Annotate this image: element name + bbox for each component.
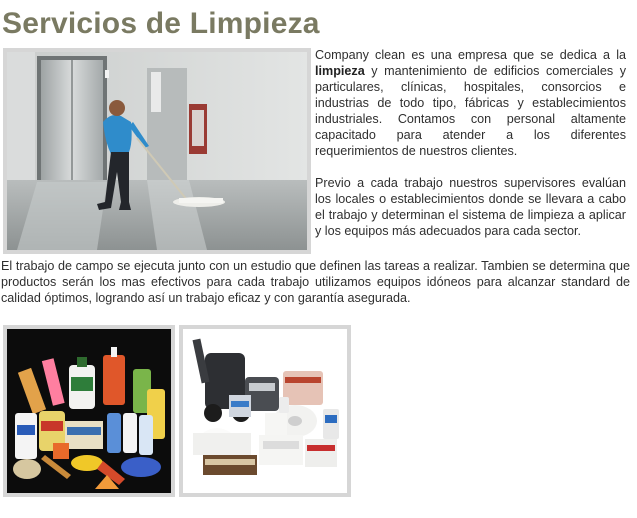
intro-text-after: y mantenimiento de edificios comerciales y particulares, clínicas, hospitales, consorcios e industrias de todo tipo, fábricas y establecimientos industriales. Contamos con personal altamente capacitado para atender a los diferentes requerimientos de nuestros clientes. (315, 64, 627, 158)
intro-text-before: Company clean es una empresa que se dedica a la (315, 48, 626, 62)
page-title: Servicios de Limpieza (2, 7, 320, 40)
cleaning-equipment-photo (179, 325, 351, 497)
fieldwork-paragraph: El trabajo de campo se ejecuta junto con un estudio que definen las tareas a realizar. Tambien se determina que productos serán los mas efectivos para cada trabajo utilizamos equipos idóneos para alcanzar standard de calidad óptimos, logrando así un trabajo eficaz y con garantía asegurada. (1, 259, 630, 305)
intro-bold-word: limpieza (315, 64, 365, 78)
cleaning-worker-photo (3, 48, 311, 254)
intro-paragraph (315, 47, 626, 159)
cleaning-products-photo (3, 325, 175, 497)
inspection-paragraph: Previo a cada trabajo nuestros supervisores evalúan los locales o establecimientos donde se llevara a cabo el trabajo y determinan el sistema de limpieza a aplicar y los equipos más adecuados para cada sector. (315, 176, 626, 238)
